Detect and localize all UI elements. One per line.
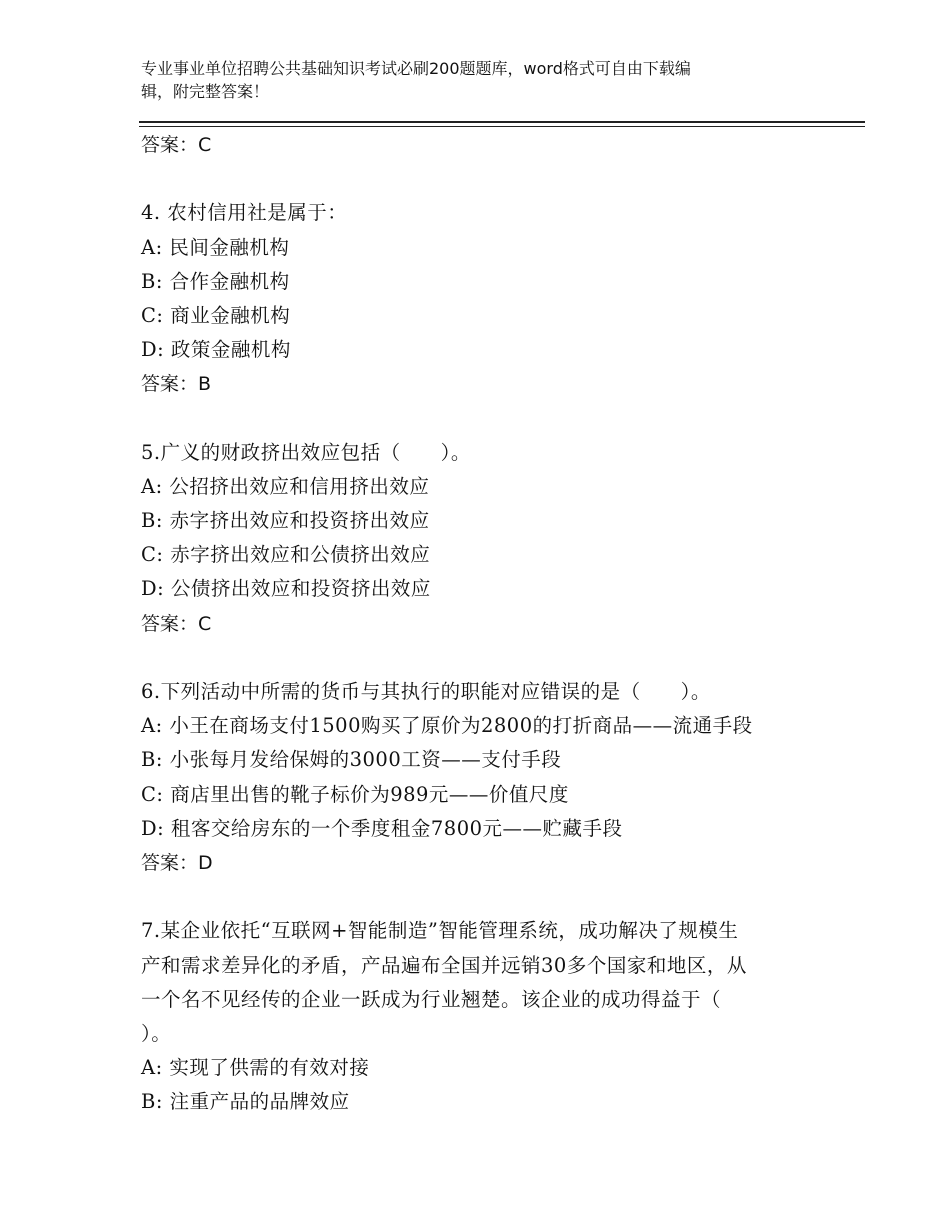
option-a: A: 民间金融机构 <box>141 235 290 259</box>
option-d: D: 政策金融机构 <box>141 338 291 362</box>
option-a: A: 公招挤出效应和信用挤出效应 <box>141 474 430 498</box>
option-d: D: 租客交给房东的一个季度租金7800元——贮藏手段 <box>141 816 623 840</box>
spacer <box>141 880 821 914</box>
question-stem-line-2: 产和需求差异化的矛盾，产品遍布全国并远销30多个国家和地区，从 <box>141 953 747 977</box>
option-b: B: 赤字挤出效应和投资挤出效应 <box>141 509 430 533</box>
option-c: C: 商店里出售的靴子标价为989元——价值尺度 <box>141 782 569 806</box>
spacer <box>141 641 821 675</box>
question-stem: 5.广义的财政挤出效应包括（ ）。 <box>141 440 471 464</box>
option-d: D: 公债挤出效应和投资挤出效应 <box>141 577 431 601</box>
header-divider-thin <box>139 126 865 127</box>
option-c: C: 赤字挤出效应和公债挤出效应 <box>141 543 431 567</box>
question-5 <box>141 436 821 641</box>
spacer <box>141 402 821 436</box>
question-7 <box>141 914 821 1119</box>
question-stem: 6.下列活动中所需的货币与其执行的职能对应错误的是（ ）。 <box>141 680 711 703</box>
answer: 答案：C <box>141 612 212 635</box>
option-b: B: 小张每月发给保姆的3000工资——支付手段 <box>141 748 562 772</box>
header-title-line-1: 专业事业单位招聘公共基础知识考试必刷200题题库，word格式可自由下载编 <box>141 59 691 78</box>
question-stem-line-4: ）。 <box>141 1021 172 1045</box>
question-stem: 4. 农村信用社是属于： <box>141 201 348 225</box>
question-stem-line-1: 7.某企业依托“互联网+智能制造”智能管理系统，成功解决了规模生 <box>141 919 739 943</box>
header-title-line-2: 辑，附完整答案！ <box>141 82 270 101</box>
question-4 <box>141 196 821 401</box>
option-b: B: 注重产品的品牌效应 <box>141 1090 350 1114</box>
question-list <box>141 128 821 1119</box>
header-divider-thick <box>139 121 865 123</box>
option-c: C: 商业金融机构 <box>141 303 291 327</box>
option-a: A: 小王在商场支付1500购买了原价为2800的打折商品——流通手段 <box>141 714 753 738</box>
question-6 <box>141 675 821 880</box>
answer: 答案：D <box>141 851 213 874</box>
question-stem-line-3: 一个名不见经传的企业一跃成为行业翘楚。该企业的成功得益于（ <box>141 987 722 1011</box>
page-header <box>141 57 801 103</box>
option-a: A: 实现了供需的有效对接 <box>141 1056 370 1080</box>
option-b: B: 合作金融机构 <box>141 269 290 293</box>
previous-answer: 答案：C <box>141 134 212 156</box>
answer: 答案：B <box>141 373 212 396</box>
